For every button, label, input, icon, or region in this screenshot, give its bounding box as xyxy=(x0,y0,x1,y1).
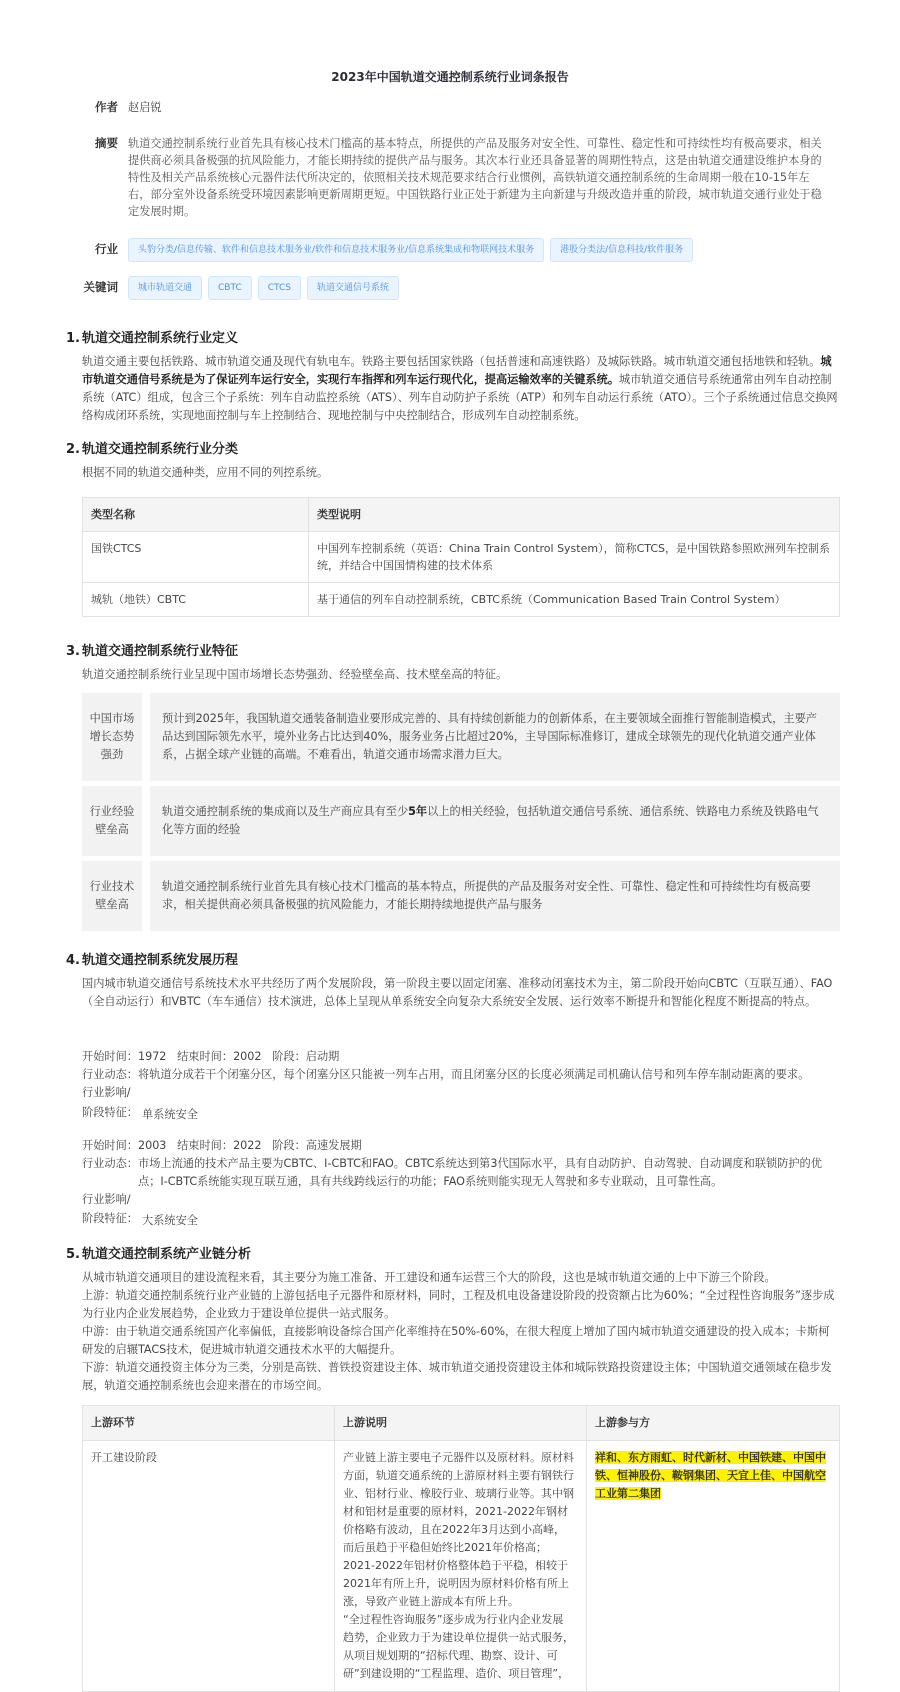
abstract-label: 摘要 xyxy=(95,136,118,150)
section-heading: 1. 轨道交通控制系统行业定义 xyxy=(66,331,239,346)
keywords-label: 关键词 xyxy=(83,280,118,294)
author-name: 赵启锐 xyxy=(128,101,162,114)
abstract-text: 轨道交通控制系统行业首先具有核心技术门槛高的基本特点，所提供的产品及服务对安全性、可靠性、稳定性和可持续性均有极高要求，相关提供商必须具备极强的抗风险能力，才能长期持续的提供产品与服务。其次本行业还具备显著的周期性特点，这是由轨道交通建设维护本身的特性及相关产品系统核心元器件法代所决定的，依照相关技术规范要求结合行业惯例，高铁轨道交通控制系统的生命周期一般在10-15年左右，部分室外设备系统受环境因素影响更新周期更短。中国铁路行业正处于新建为主向新建与升级改造并重的阶段，城市轨道交通行业处于稳定发展时期。 xyxy=(128,137,822,218)
industry-row xyxy=(82,238,822,262)
report-title: 2023年中国轨道交通控制系统行业词条报告 xyxy=(331,70,569,84)
feature-item xyxy=(82,861,840,931)
table-row xyxy=(83,1441,840,1692)
type-desc-cell: 基于通信的列车自动控制系统，CBTC系统（Communication Based Train Control System） xyxy=(309,583,840,617)
participant-link[interactable]: 鞍钢集团 xyxy=(672,1469,716,1482)
section5-body: 从城市轨道交通项目的建设流程来看，其主要分为施工准备、开工建设和通车运营三个大的阶段，这也是城市轨道交通的上中下游三个阶段。 上游：轨道交通控制系统行业产业链的上游包括电子元器件和原材料，同时，工程及机电设备建设阶段的投资额占比为60%；“全过程性咨询服务”逐步成为行业内企业发展趋势，企业致力于建设单位提供一站式服务。 中游：由于轨道交通系统国产化率偏低，直接影响设备综合国产化率维持在50%-60%，在很大程度上增加了国内城市轨道交通建设的投入成本；卡斯柯研发的启辗TACS技术，促进城市轨道交通技术水平的大幅提升。 下游：轨道交通投资主体分为三类，分别是高铁、普铁投资建设主体、城市轨道交通投资建设主体和城际铁路投资建设主体；中国轨道交通领域在稳步发展，轨道交通控制系统也会迎来潜在的市场空间。 xyxy=(82,1271,835,1392)
participant-link[interactable]: 时代新材 xyxy=(683,1451,727,1464)
author-label: 作者 xyxy=(95,100,118,114)
section-heading: 2. 轨道交通控制系统行业分类 xyxy=(66,442,239,457)
industry-tag[interactable]: 港股分类法/信息科技/软件服务 xyxy=(550,238,693,262)
section1-body: 轨道交通主要包括铁路、城市轨道交通及现代有轨电车。铁路主要包括国家铁路（包括普速和高速铁路）及城际铁路。城市轨道交通包括地铁和轻轨。城市轨道交通信号系统是为了保证列车运行安全，实现行车指挥和列车运行现代化，提高运输效率的关键系统。城市轨道交通信号系统通常由列车自动控制系统（ATC）组成，包含三个子系统：列车自动监控系统（ATS）、列车自动防护子系统（ATP）和列车自动运行系统（ATO）。三个子系统通过信息交换网络构成闭环系统，实现地面控制与车上控制结合、现地控制与中央控制结合，形成列车自动控制系统。 xyxy=(82,355,838,422)
keyword-tag[interactable]: 轨道交通信号系统 xyxy=(307,276,399,300)
column-header: 类型说明 xyxy=(309,498,840,532)
type-name-cell: 国铁CTCS xyxy=(83,532,309,583)
upstream-desc-cell: 产业链上游主要电子元器件以及原材料。原材料方面，轨道交通系统的上游原材料主要有钢铁行业、铝材行业、橡胶行业、玻璃行业等。其中钢材和铝材是重要的原材料，2021-2022年钢材价格略有波动，且在2022年3月达到小高峰，而后虽趋于平稳但始终比2021年价格高；2021-2022年铝材价格整体趋于平稳，相较于2021年有所上升，说明因为原材料价格有所上涨，导致产业链上游成本有所上升。 “全过程性咨询服务”逐步成为行业内企业发展趋势，企业致力于为建设单位提供一站式服务，从项目规划期的“招标代理、勘察、设计、可研”到建设期的“工程监理、造价、项目管理”， xyxy=(335,1441,587,1692)
participant-link[interactable]: 恒神股份 xyxy=(617,1469,661,1482)
industry-tag[interactable]: 头豹分类/信息传输、软件和信息技术服务业/软件和信息技术服务业/信息系统集成和物联网技术服务 xyxy=(128,238,544,262)
keyword-tag[interactable]: CBTC xyxy=(208,276,252,300)
column-header: 上游说明 xyxy=(335,1406,587,1441)
type-name-cell: 城轨（地铁）CBTC xyxy=(83,583,309,617)
table-header-row xyxy=(83,1406,840,1441)
participant-link[interactable]: 东方雨虹 xyxy=(628,1451,672,1464)
keyword-tag[interactable]: 城市轨道交通 xyxy=(128,276,202,300)
feature-desc: 轨道交通控制系统的集成商以及生产商应具有至少5年以上的相关经验，包括轨道交通信号系统、通信系统、铁路电力系统及铁路电气化等方面的经验 xyxy=(150,786,840,856)
timeline-impact-label: 行业影响/ xyxy=(82,1086,131,1099)
upstream-stage-cell: 开工建设阶段 xyxy=(83,1441,335,1692)
feature-label: 中国市场增长态势强劲 xyxy=(82,693,142,781)
section-heading: 4. 轨道交通控制系统发展历程 xyxy=(66,953,239,968)
industry-label: 行业 xyxy=(95,242,118,256)
section2-intro: 根据不同的轨道交通种类，应用不同的列控系统。 xyxy=(82,466,329,479)
table-row xyxy=(83,583,840,617)
table-row xyxy=(83,532,840,583)
feature-desc: 轨道交通控制系统行业首先具有核心技术门槛高的基本特点，所提供的产品及服务对安全性、可靠性、稳定性和可持续性均有极高要求，相关提供商必须具备极强的抗风险能力，才能长期持续地提供产品与服务 xyxy=(150,861,840,931)
timeline-dynamics: 行业动态： 市场上流通的技术产品主要为CBTC、I-CBTC和FAO。CBTC系统达到第3代国际水平，具有自动防护、自动驾驶、自动调度和联锁防护的优点；I-CBTC系统能实现互联互通，具有共线跨线运行的功能；FAO系统则能实现无人驾驶和多专业联动，且可靠性高。 xyxy=(82,1157,822,1188)
author-row xyxy=(82,99,822,117)
table-header-row xyxy=(83,498,840,532)
section-heading: 5. 轨道交通控制系统产业链分析 xyxy=(66,1247,252,1262)
participant-link[interactable]: 天宜上佳 xyxy=(727,1469,771,1482)
section4-intro: 国内城市轨道交通信号系统技术水平共经历了两个发展阶段，第一阶段主要以固定闭塞、准移动闭塞技术为主，第二阶段开始向CBTC（互联互通）、FAO（全自动运行）和VBTC（车车通信）技术演进，总体上呈现从单系统安全向复杂大系统安全发展、运行效率不断提升和智能化程度不断提高的特点。 xyxy=(82,977,833,1008)
participant-link[interactable]: 中国中铁 xyxy=(595,1451,826,1482)
timeline-period: 开始时间：2003 结束时间：2022 阶段：高速发展期 xyxy=(82,1139,362,1152)
section3-intro: 轨道交通控制系统行业呈现中国市场增长态势强劲、经验壁垒高、技术壁垒高的特征。 xyxy=(82,668,508,681)
feature-label: 行业经验壁垒高 xyxy=(82,786,142,856)
feature-desc: 预计到2025年，我国轨道交通装备制造业要形成完善的、具有持续创新能力的创新体系，在主要领域全面推行智能制造模式，主要产品达到国际领先水平，境外业务占比达到40%，服务业务占比超过20%，主导国际标准修订，建成全球领先的现代化轨道交通产业体系，占据全球产业链的高端。不难看出，轨道交通市场需求潜力巨大。 xyxy=(150,693,840,781)
classification-table xyxy=(82,497,840,617)
participant-link[interactable]: 中国航空工业第二集团 xyxy=(595,1469,826,1500)
report-page: 2023年中国轨道交通控制系统行业词条报告 作者 赵启锐 摘要 轨道交通控制系统行业首先具有核心技术门槛高的基本特点，所提供的产品及服务对安全性、可靠性、稳定性和可持续性均有极高要求，相关提供商必须具备极强的抗风险能力，才能长期持续的提供产品与服务。其次本行业还具备显著的周期性特点，这是由轨道交通建设维护本身的特性及相关产品系统核心元器件法代所决定的，依照相关技术规范要求结合行业惯例，高铁轨道交通控制系统的生命周期一般在10-15年左右，部分室外设备系统受环境因素影响更新周期更短。中国铁路行业正处于新建为主向新建与升级改造并重的阶段，城市轨道交通行业处于稳定发展时期。 行业 头豹分类/信息传输、软件和信息技术服务业/软件和信息技术服务业/信息系统集成和物联网技术服务 港股分类法/信息科技/软件服务 关键词 城市轨道交通 CBTC CTCS 轨道交通信号系统 1. 轨道交通控制系统行业定义 轨道交通主要包括铁路、城市轨道交通及现代有轨电车。铁路主要包括国家铁路（包括普速和高速铁路）及城际铁路。城市轨道交通包括地铁和轻轨。城市轨道交通信号系统是为了保证列车运行安全，实现行车指挥和列车运行现代化，提高运输效率的关键系统。城市轨道交通信号系统通常由列车自动控制系统（ATC）组成，包含三个子系统：列车自动监控系统（ATS）、列车自动防护子系统（ATP）和列车自动运行系统（ATO）。三个子系统通过信息交换网络构成闭环系统，实现地面控制与车上控制结合、现地控制与中央控制结合，形成列车自动控制系统。 2. 轨道交通控制系统行业分类 根据不同的轨道交通种类，应用不同的列控系统。 类型名称 类型说明 国铁CTCS 中国列车控制系统（英语：China Train Control System），简称CTCS，是中国铁路参照欧洲列车控制系统，并结合中国国情构建的技术体系 城轨（地铁）CBTC 基于通信的列车自动控制系统，CBTC系统（Communication Based Train Control System） 3. 轨道交通控制系统行业特征 轨道交通控制系统行业呈现中国市场增长态势强劲、经验壁垒高、技术壁垒高的特征。 中国市场增长态势强劲 预计到2025年，我国轨道交通装备制造业要形成完善的、具有持续创新能力的创新体系，在主要领域全面推行智能制造模式，主要产品达到国际领先水平，境外业务占比达到40%，服务业务占比超过20%，主导国际标准修订，建成全球领先的现代化轨道交通产业体系，占据全球产业链的高端。不难看出，轨道交通市场需求潜力巨大。 行业经验壁垒高 轨道交通控制系统的集成商以及生产商应具有至少5年以上的相关经验，包括轨道交通信号系统、通信系统、铁路电力系统及铁路电气化等方面的经验 行业技术壁垒高 轨道交通控制系统行业首先具有核心技术门槛高的基本特点，所提供的产品及服务对安全性、可靠性、稳定性和可持续性均有极高要求，相关提供商必须具备极强的抗风险能力，才能长期持续地提供产品与服务 4. 轨道交通控制系统发展历程 国内城市轨道交通信号系统技术水平共经历了两个发展阶段，第一阶段主要以固定闭塞、准移动闭塞技术为主，第二阶段开始向CBTC（互联互通）、FAO（全自动运行）和VBTC（车车通信）技术演进，总体上呈现从单系统安全向复杂大系统安全发展、运行效率不断提升和智能化程度不断提高的特点。 开始时间：1972 结束时间：2002 阶段：启动期 行业动态： 将轨道分成若干个闭塞分区，每个闭塞分区只能被一列车占用，而且闭塞分区的长度必须满足司机确认信号和列车停车制动距离的要求。 行业影响/ 阶段特征： 单系统安全 开始时间：2003 结束时间：2022 阶段：高速发展期 行业动态： 市场上流通的技术产品主要为CBTC、I-CBTC和FAO。CBTC系统达到第3代国际水平，具有自动防护、自动驾驶、自动调度和联锁防护的优点；I-CBTC系统能实现互联互通，具有共线跨线运行的功能；FAO系统则能实现无人驾驶和多专业联动，且可靠性高。 行业影响/ 阶段特征： 大系统安全 5. 轨道交通控制系统产业链分析 从城市轨道交通项目的建设流程来看，其主要分为施工准备、开工建设和通车运营三个大的阶段，这也是城市轨道交通的上中下游三个阶段。 上游：轨道交通控制系统行业产业链的上游包括电子元器件和原材料，同时，工程及机电设备建设阶段的投资额占比为60%；“全过程性咨询服务”逐步成为行业内企业发展趋势，企业致力于建设单位提供一站式服务。 中游：由于轨道交通系统国产化率偏低，直接影响设备综合国产化率维持在50%-60%，在很大程度上增加了国内城市轨道交通建设的投入成本；卡斯柯研发的启辗TACS技术，促进城市轨道交通技术水平的大幅提升。 下游：轨道交通投资主体分为三类，分别是高铁、普铁投资建设主体、城市轨道交通投资建设主体和城际铁路投资建设主体；中国轨道交通领域在稳步发展，轨道交通控制系统也会迎来潜在的市场空间。 上游环节 上游说明 上游参与方 开工建设阶段 产业链上游主要电子元器件以及原材料。原材料方面，轨道交通系统的上游原材料主要有钢铁行业、铝材行业、橡胶行业、玻璃行业等。其中钢材和铝材是重要的原材料，2021-2022年钢材价格略有波动，且在2022年3月达到小高峰，而后虽趋于平稳但始终比2021年价格高；2021-2022年铝材价格整体趋于平稳，相较于2021年有所上升，说明因为原材料价格有所上涨，导致产业链上游成本有所上升。 “全过程性咨询服务”逐步成为行业内企业发展趋势，企业致力于为建设单位提供一站式服务，从项目规划期的“招标代理、勘察、设计、可研”到建设期的“工程监理、造价、项目管理”， 祥和、东方雨虹、时代新材、中国铁建、中国中铁、恒神股份、鞍钢集团、天宜上佳、中国航空工业第二集团 xyxy=(0,0,900,1680)
column-header: 类型名称 xyxy=(83,498,309,532)
participant-link[interactable]: 祥和 xyxy=(595,1451,617,1464)
upstream-participants-cell: 祥和、东方雨虹、时代新材、中国铁建、中国中铁、恒神股份、鞍钢集团、天宜上佳、中国航空工业第二集团 xyxy=(587,1441,840,1692)
timeline-impact-label: 行业影响/ xyxy=(82,1193,131,1206)
feature-label: 行业技术壁垒高 xyxy=(82,861,142,931)
industry-tags xyxy=(128,238,822,262)
column-header: 上游环节 xyxy=(83,1406,335,1441)
upstream-table xyxy=(82,1405,840,1692)
keyword-tag[interactable]: CTCS xyxy=(258,276,301,300)
abstract-row xyxy=(82,135,822,225)
keyword-tags xyxy=(128,276,822,300)
type-desc-cell: 中国列车控制系统（英语：China Train Control System），简称CTCS，是中国铁路参照欧洲列车控制系统，并结合中国国情构建的技术体系 xyxy=(309,532,840,583)
feature-item xyxy=(82,693,840,781)
participant-link[interactable]: 中国铁建 xyxy=(738,1451,782,1464)
section-heading: 3. 轨道交通控制系统行业特征 xyxy=(66,644,239,659)
timeline-period: 开始时间：1972 结束时间：2002 阶段：启动期 xyxy=(82,1050,340,1063)
keywords-row xyxy=(82,276,822,300)
column-header: 上游参与方 xyxy=(587,1406,840,1441)
feature-item xyxy=(82,786,840,856)
